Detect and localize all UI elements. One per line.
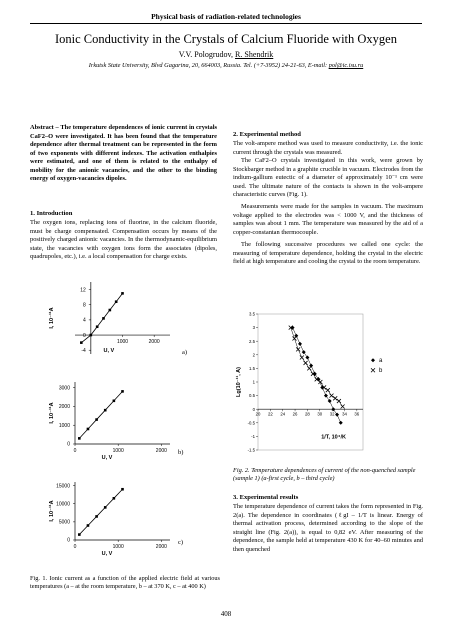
fig2-series-b-point (296, 347, 300, 351)
fig2-x-tick-label: 36 (354, 411, 360, 417)
fig1-data-point (109, 309, 112, 312)
fig2-series-b-line (291, 328, 343, 407)
fig1-data-point (121, 488, 124, 491)
fig2-legend-label-a: a (379, 358, 383, 365)
fig1-data-point (121, 292, 124, 295)
fig2-series-b-point (330, 394, 334, 398)
affiliation (0, 62, 452, 69)
fig2-series-b-point (307, 366, 311, 370)
fig1-x-axis-label: U, V (101, 455, 113, 461)
fig1-x-axis-label: U, V (103, 348, 115, 355)
fig1-y-tick-label: 15000 (56, 483, 70, 490)
fig2-series-a-point (328, 399, 332, 403)
fig2-y-tick-label: 1 (252, 379, 255, 385)
fig2-series-b-point (300, 356, 304, 360)
fig1-data-point (113, 497, 116, 500)
fig2-y-tick-label: -1.5 (247, 447, 255, 453)
fig2-y-tick-label: 2.5 (249, 338, 255, 344)
fig1-data-point (90, 334, 93, 337)
fig2-y-axis-label: Lg(10⁻¹¹, A) (236, 367, 242, 397)
fig1-data-point (80, 341, 83, 344)
abstract: Abstract – The temperature dependences of ionic current in crystals CaF2–O were investigated. It has been found that the temperature dependence after thermal treatment can be represented in the form of two exponents with different indexes. The activation enthalpies were estimated, and one of them is related to the enthalpy of mobility for the anionic vacancies, and the other to the binding energy of oxygen-vacancies dipoles. (30, 124, 217, 182)
fig2-y-tick-label: 3.5 (249, 311, 255, 317)
fig1-x-tick-label: 2000 (148, 339, 160, 346)
fig2-y-tick-label: -0.5 (247, 420, 255, 426)
experimental-p2: The CaF2–O crystals investigated in this work, were grown by Stockbarger method in a graphite crucible in vacuum. Electrodes from the indium-gallium eutectic of a diameter of approximately 10⁻¹ cm were used. The ultimate nature of the contacts is shown in the volt-ampere characteristic curves (Fig. 1). (233, 157, 423, 198)
fig1-data-point (121, 390, 124, 393)
experimental-p4: The following successive procedures we called one cycle: the measuring of temperature dependence, holding the crystal in the electric field at high temperature and cooling the crystal to the room temperature. (233, 241, 423, 265)
fig1-data-point (87, 524, 90, 527)
fig1-y-tick-label: 2000 (58, 404, 70, 411)
fig2-series-b-point (304, 361, 308, 365)
fig2-series-b-point (326, 388, 330, 392)
fig2-legend-marker-a (371, 358, 375, 362)
affiliation-text: Irkutsk State University, Blvd Gagarina, 20, 664003, Russia. Tel. (+7-3952) 24-21-63, E-mail: (88, 62, 329, 69)
fig2-x-tick-label: 28 (305, 411, 310, 417)
fig1-x-tick-label: 0 (73, 544, 77, 550)
fig1-y-tick-label: 12 (80, 287, 86, 294)
fig1-data-point (104, 409, 107, 412)
fig2-x-tick-label: 34 (342, 411, 347, 417)
fig2-series-a-point (298, 342, 302, 346)
fig2-x-tick-label: 22 (267, 411, 273, 417)
fig2-series-a-point (339, 421, 343, 425)
figure-1-caption: Fig. 1. Ionic current as a function of the applied electric field at various temperatures (a – at the room temperature, b – at 370 K, c – at 400 K) (30, 575, 220, 590)
fig1-data-point (78, 437, 81, 440)
results-text: The temperature dependence of current takes the form represented in Fig. 2(a). The dependence in coordinates (ℓgI – 1/T is linear. Energy of thermal activation process, determined according to the slope of the straight line (Fig. 2(a)), is equal to 0,82 eV. After measuring of the dependence, the sample held at temperature 430 K for 40–60 minutes and then quenched (233, 503, 423, 553)
fig1-y-tick-label: 3000 (58, 385, 70, 392)
fig1-data-point (102, 317, 105, 320)
authors: V.V. Pologrudov, R. Shendrik (178, 50, 274, 59)
fig1-x-tick-label: 2000 (155, 544, 167, 550)
author-1: V.V. Pologrudov (178, 50, 232, 59)
fig1-y-tick-label: 8 (83, 302, 86, 309)
fig1-data-point (78, 533, 81, 536)
fig2-x-tick-label: 20 (255, 411, 261, 417)
fig2-legend-label-b: b (379, 368, 383, 375)
fig1-y-tick-label: 0 (83, 332, 86, 339)
fig1-data-point (96, 325, 99, 328)
fig2-x-axis-label: 1/T, 10⁴/K (321, 434, 346, 441)
fig2-y-tick-label: 2 (252, 352, 255, 358)
fig2-y-tick-label: 0 (252, 406, 255, 412)
fig2-y-tick-label: -1 (251, 434, 255, 439)
figure-1-plots (30, 272, 220, 572)
fig2-y-tick-label: 1.5 (249, 366, 255, 371)
fig2-legend-marker-b (371, 368, 375, 372)
fig1-y-tick-label: -4 (81, 347, 86, 354)
email-link[interactable]: pol@ic.isu.ru (328, 62, 364, 69)
fig1-y-tick-label: 10000 (56, 501, 70, 508)
fig1-x-tick-label: 2000 (155, 448, 167, 454)
fig1-x-tick-label: 1000 (112, 448, 124, 454)
fig1-x-tick-label: 1000 (112, 544, 124, 550)
experimental-heading: 2. Experimental method (233, 131, 301, 138)
fig1-data-point (95, 515, 98, 518)
fig2-x-tick-label: 30 (317, 411, 323, 417)
fig2-x-tick-label: 26 (292, 411, 298, 417)
fig1-data-point (115, 300, 118, 303)
header-rule (30, 23, 422, 24)
fig1-y-axis-label: I, 10⁻¹¹A (49, 500, 55, 522)
fig2-series-a-point (335, 413, 339, 417)
running-header: Physical basis of radiation-related technologies (151, 12, 301, 21)
author-2: R. Shendrik (235, 50, 274, 59)
page-number: 408 (220, 610, 232, 618)
fig1-x-tick-label: 0 (73, 448, 77, 454)
fig2-series-a-point (324, 394, 328, 398)
fig2-series-b-point (292, 336, 296, 340)
fig1-y-axis-label: I, 10⁻¹¹A (49, 402, 55, 424)
fig1-y-tick-label: 0 (67, 441, 70, 448)
fig2-plot-area (255, 314, 363, 450)
fig1-data-point (104, 506, 107, 509)
fig1-y-tick-label: 4 (83, 317, 86, 324)
fig2-x-tick-label: 32 (329, 411, 335, 417)
fig2-series-a-point (305, 356, 309, 360)
fig1-data-point (113, 399, 116, 402)
fig1-data-point (87, 428, 90, 431)
figure-2-plot (230, 308, 430, 468)
fig1-x-axis-label: U, V (101, 551, 113, 557)
fig2-series-b-point (333, 396, 337, 400)
intro-heading: 1. Introduction (30, 210, 73, 217)
fig1-data-point (95, 418, 98, 421)
experimental-p3: Measurements were made for the samples in vacuum. The maximum voltage applied to the electrodes was < 1000 V, and the thickness of samples was about 1 mm. The temperature was measured by the aid of a copper-constantan thermocouple. (233, 203, 423, 236)
fig2-series-a-point (302, 350, 306, 354)
paper-title: Ionic Conductivity in the Crystals of Calcium Fluoride with Oxygen (55, 32, 397, 46)
fig1-y-tick-label: 1000 (58, 422, 70, 429)
fig1-panel-label: c) (178, 539, 184, 546)
fig2-series-b-point (337, 399, 341, 403)
fig2-y-tick-label: 0.5 (249, 393, 255, 399)
fig1-panel-label: a) (182, 349, 188, 356)
figure-2 (230, 308, 430, 468)
experimental-p1: The volt-ampere method was used to measure conductivity, i.e. the ionic current through the crystals was measured. (233, 140, 423, 156)
fig1-series-line (79, 391, 122, 438)
fig1-y-tick-label: 0 (67, 537, 70, 544)
fig2-series-b-point (341, 404, 345, 408)
fig1-panel-label: b) (178, 449, 184, 456)
figure-2-caption: Fig. 2. Temperature dependences of current of the non-quenched sample (sample 1) (a-first cycle, b – third cycle) (233, 467, 416, 482)
fig1-x-tick-label: 1000 (116, 339, 129, 346)
fig2-y-tick-label: 3 (252, 325, 255, 331)
figure-1 (30, 272, 220, 572)
fig2-x-tick-label: 24 (280, 411, 286, 417)
intro-text: The oxygen ions, replacing ions of fluorine, in the calcium fluoride, must be charge compensated. Compensation occurs by means of the positively charged anionic vacancies. In the thermodynamic-equilibrium state, the vacancies with oxygen ions form the associates (dipoles, quadrupoles, etc.), i.e. a local compensation for charge exists. (30, 219, 217, 260)
fig1-series-line (79, 489, 122, 534)
fig1-y-tick-label: 5000 (58, 519, 70, 526)
results-heading: 3. Experimental results (233, 494, 299, 501)
fig1-y-axis-label: I, 10⁻¹¹A (49, 307, 55, 329)
